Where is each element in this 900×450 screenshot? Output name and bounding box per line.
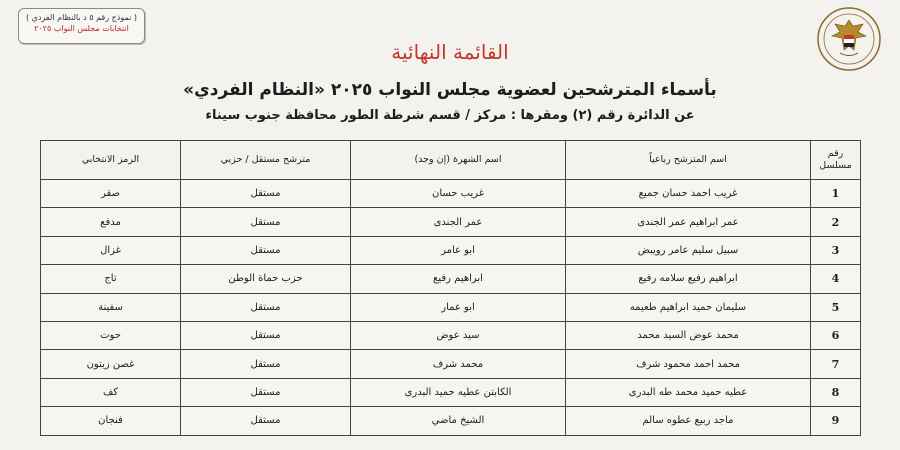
header-serial: رقم مسلسل	[811, 141, 861, 180]
cell-symbol: مدفع	[41, 208, 181, 236]
cell-serial: 1	[811, 180, 861, 208]
cell-serial: 9	[811, 407, 861, 435]
cell-serial: 8	[811, 378, 861, 406]
table-header-row	[41, 141, 861, 180]
cell-symbol: كف	[41, 378, 181, 406]
cell-symbol: فنجان	[41, 407, 181, 435]
table-row	[41, 407, 861, 435]
cell-symbol: غزال	[41, 236, 181, 264]
table-row	[41, 293, 861, 321]
cell-known-as: محمد شرف	[351, 350, 566, 378]
cell-type: مستقل	[181, 378, 351, 406]
cell-type: مستقل	[181, 321, 351, 349]
cell-symbol: تاج	[41, 265, 181, 293]
cell-type: مستقل	[181, 407, 351, 435]
header-type: مترشح مستقل / حزبي	[181, 141, 351, 180]
table-row	[41, 180, 861, 208]
election-label: انتخابات مجلس النواب ٢٠٢٥	[34, 24, 129, 33]
cell-known-as: الكابتن عطيه حميد البدرى	[351, 378, 566, 406]
header-symbol: الرمز الانتخابي	[41, 141, 181, 180]
cell-type: مستقل	[181, 293, 351, 321]
candidates-table	[40, 140, 861, 436]
cell-name: سليمان حميد ابراهيم طعيمه	[566, 293, 811, 321]
table-row	[41, 208, 861, 236]
cell-symbol: غصن زيتون	[41, 350, 181, 378]
cell-serial: 3	[811, 236, 861, 264]
cell-type: مستقل	[181, 208, 351, 236]
header-name: اسم المترشح رباعياً	[566, 141, 811, 180]
page-title: القائمة النهائية	[391, 40, 509, 64]
cell-name: عطيه حميد محمد طه البدرى	[566, 378, 811, 406]
cell-type: مستقل	[181, 350, 351, 378]
cell-symbol: حوت	[41, 321, 181, 349]
table-row	[41, 321, 861, 349]
cell-symbol: سفينة	[41, 293, 181, 321]
cell-known-as: ابو عمار	[351, 293, 566, 321]
cell-known-as: الشيخ ماضي	[351, 407, 566, 435]
cell-known-as: غريب حسان	[351, 180, 566, 208]
cell-serial: 7	[811, 350, 861, 378]
cell-serial: 4	[811, 265, 861, 293]
table-row	[41, 350, 861, 378]
cell-name: ابراهيم رفيع سلامه رفيع	[566, 265, 811, 293]
district-line: عن الدائرة رقم (٢) ومقرها : مركز / قسم شرطة الطور محافظة جنوب سيناء	[205, 108, 695, 123]
cell-type: حزب حماة الوطن	[181, 265, 351, 293]
cell-known-as: سيد عوض	[351, 321, 566, 349]
form-number-box	[18, 8, 145, 44]
table-row	[41, 265, 861, 293]
cell-name: محمد عوض السيد محمد	[566, 321, 811, 349]
cell-serial: 2	[811, 208, 861, 236]
cell-known-as: ابو عامر	[351, 236, 566, 264]
cell-type: مستقل	[181, 236, 351, 264]
header-known-as: اسم الشهرة (إن وجد)	[351, 141, 566, 180]
cell-name: غريب احمد حسان جميع	[566, 180, 811, 208]
cell-serial: 5	[811, 293, 861, 321]
cell-known-as: ابراهيم رفيع	[351, 265, 566, 293]
cell-serial: 6	[811, 321, 861, 349]
table-row	[41, 378, 861, 406]
cell-name: سبيل سليم عامر رويبض	[566, 236, 811, 264]
cell-name: ماجد ربيع عطوه سالم	[566, 407, 811, 435]
cell-name: عمر ابراهيم عمر الجندى	[566, 208, 811, 236]
cell-name: محمد احمد محمود شرف	[566, 350, 811, 378]
form-number-label: ( نموذج رقم ٥ د بالنظام الفردي )	[25, 13, 138, 22]
table-row	[41, 236, 861, 264]
page-subtitle: بأسماء المترشحين لعضوية مجلس النواب ٢٠٢٥ «النظام الفردي»	[183, 80, 717, 100]
cell-known-as: عمر الجندى	[351, 208, 566, 236]
cell-symbol: صقر	[41, 180, 181, 208]
cell-type: مستقل	[181, 180, 351, 208]
